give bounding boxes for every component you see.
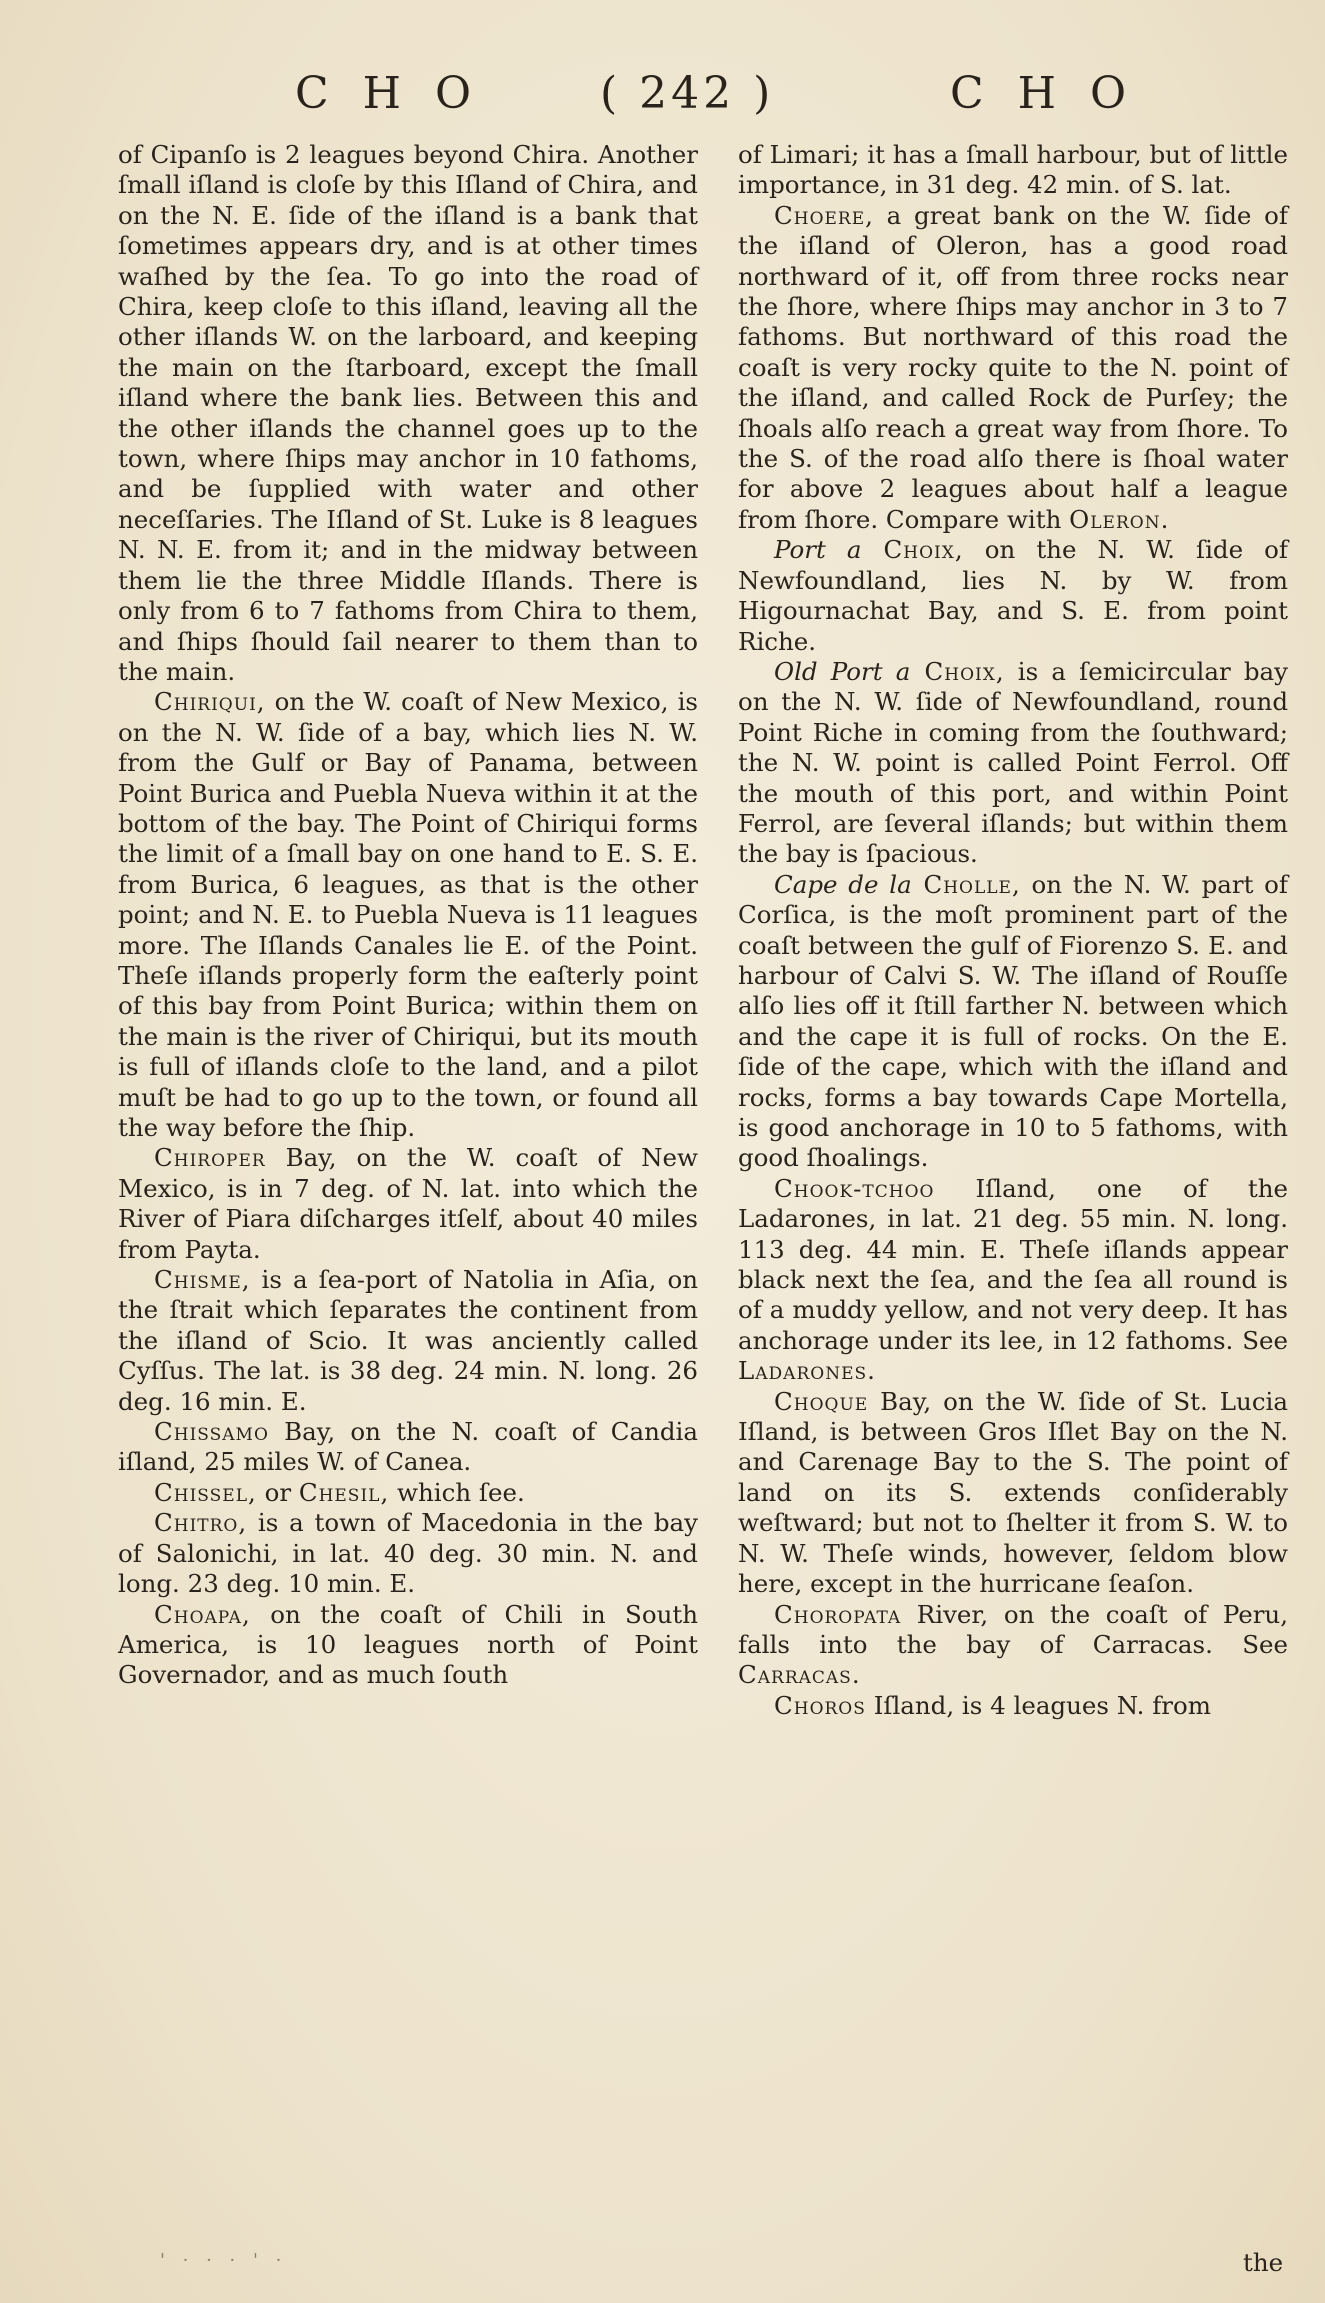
catchword: the (1243, 2248, 1284, 2277)
entry-headword: Choapa, (154, 1599, 251, 1629)
entry-headword: Chissel, (154, 1477, 257, 1507)
entry-headword: Choix, (910, 656, 1005, 686)
entry-headword: Cholle, (911, 869, 1021, 899)
header-left-title: C H O (295, 68, 482, 119)
cross-reference: Carracas. (738, 1660, 861, 1690)
right-column (738, 140, 1288, 1721)
entry-choros: Choros Iſland, is 4 leagues N. from (774, 1690, 1211, 1720)
entry-chitro: Chitro, is a town of Macedonia in the bay of Salonichi, in lat. 40 deg. 30 min. N. and long. 23 deg. 10 min. E. (118, 1508, 698, 1599)
entry-headword: Choix, (861, 535, 964, 565)
entry-choapa-continued: of Limari; it has a ſmall harbour, but of little importance, in 31 deg. 42 min. of S. lat. (738, 140, 1288, 200)
entry-chira-continued: of Cipanſo is 2 leagues beyond Chira. Another ſmall iſland is cloſe by this Iſland of Chira, and on the N. E. ſide of the iſland is a bank that ſometimes appears dry, and is at other times waſhed by the ſea. To go into the road of Chira, keep cloſe to this iſland, leaving all the other iſlands W. on the larboard, and keeping the main on the ſtarboard, except the ſmall iſland where the bank lies. Between this and the other iſlands the channel goes up to the town, where ſhips may anchor in 10 fathoms, and be ſupplied with water and other neceſſaries. The Iſland of St. Luke is 8 leagues N. N. E. from it; and in the midway between them lie the three Middle Iſlands. There is only from 6 to 7 fathoms from Chira to them, and ſhips ſhould ſail nearer to them than to the main. (118, 140, 698, 686)
entry-chissamo: Chissamo Bay, on the N. coaſt of Candia iſland, 25 miles W. of Canea. (118, 1417, 698, 1477)
entry-old-port-a-choix: Old Port a Choix, is a ſemicircular bay on the N. W. ſide of Newfoundland, round Point Riche in coming from the ſouthward; the N. W. point is called Point Ferrol. Off the mouth of this port, and within Point Ferrol, are ſeveral iſlands; but within them the bay is ſpacious. (738, 656, 1288, 869)
entry-port-a-choix: Port a Choix, on the N. W. ſide of Newfoundland, lies N. by W. from Higournachat Bay, and S. E. from point Riche. (738, 535, 1288, 656)
entry-headword-alt: Chesil, (298, 1477, 390, 1507)
entry-headword: Chitro, (154, 1508, 248, 1538)
header-right-title: C H O (950, 68, 1137, 119)
entry-headword: Choque (774, 1386, 869, 1416)
entry-headword: Choere, (774, 200, 874, 230)
running-header (120, 58, 1240, 128)
entry-chisme: Chisme, is a ſea-port of Natolia in Aſia, on the ſtrait which ſeparates the continent from the iſland of Scio. It was anciently called Cyſſus. The lat. is 38 deg. 24 min. N. long. 26 deg. 16 min. E. (118, 1265, 698, 1416)
entry-chiriqui: Chiriqui, on the W. coaſt of New Mexico, is on the N. W. ſide of a bay, which lies N. W. from the Gulf or Bay of Panama, between Point Burica and Puebla Nueva within it at the bottom of the bay. The Point of Chiriqui forms the limit of a ſmall bay on one hand to E. S. E. from Burica, 6 leagues, as that is the other point; and N. E. to Puebla Nueva is 11 leagues more. The Iſlands Canales lie E. of the Point. Theſe iſlands properly form the eaſterly point of this bay from Point Burica; within them on the main is the river of Chiriqui, but its mouth is full of iſlands cloſe to the land, and a pilot muſt be had to go up to the town, or found all the way before the ſhip. (118, 687, 698, 1142)
cross-reference: Ladarones. (738, 1356, 876, 1386)
entry-chiroper: Chiroper Bay, on the W. coaſt of New Mexico, is in 7 deg. of N. lat. into which the River of Piara diſcharges itſelf, about 40 miles from Payta. (118, 1143, 698, 1264)
entry-choropata: Choropata River, on the coaſt of Peru, falls into the bay of Carracas. See Carracas. (738, 1599, 1288, 1690)
page-number: ( 242 ) (600, 68, 775, 119)
entry-headword: Chissamo (154, 1417, 269, 1447)
entry-cape-de-la-cholle: Cape de la Cholle, on the N. W. part of Corſica, is the moſt prominent part of the coaſt between the gulf of Fiorenzo S. E. and harbour of Calvi S. W. The iſland of Rouſſe alſo lies off it ſtill farther N. between which and the cape it is full of rocks. On the E. ſide of the cape, which with the iſland and rocks, forms a bay towards Cape Mortella, is good anchorage in 10 to 5 fathoms, with good ſhoalings. (738, 869, 1288, 1173)
entry-choque: Choque Bay, on the W. ſide of St. Lucia Iſland, is between Gros Iſlet Bay on the N. and Carenage Bay to the S. The point of land on its S. extends conſiderably weſtward; but not to ſhelter it from S. W. to N. W. Theſe winds, however, ſeldom blow here, except in the hurricane ſeaſon. (738, 1386, 1288, 1599)
entry-headword: Choropata (774, 1599, 902, 1629)
left-column (118, 140, 698, 1691)
entry-chissel: Chissel, or Chesil, which ſee. (154, 1477, 525, 1507)
entry-headword: Chiroper (154, 1143, 266, 1173)
entry-choere: Choere, a great bank on the W. ſide of the iſland of Oleron, has a good road northward of it, off from three rocks near the ſhore, where ſhips may anchor in 3 to 7 fathoms. But northward of this road the coaſt is very rocky quite to the N. point of the iſland, and called Rock de Purſey; the ſhoals alſo reach a great way from ſhore. To the S. of the road alſo there is ſhoal water for above 2 leagues about half a league from ſhore. Compare with Oleron. (738, 200, 1288, 534)
entry-headword: Choros (774, 1690, 866, 1720)
entry-headword: Chiriqui, (154, 687, 266, 717)
entry-chook-tchoo: Chook-tchoo Iſland, one of the Ladarones, in lat. 21 deg. 55 min. N. long. 113 deg. 44 min. E. Theſe iſlands appear black next the ſea, and the ſea all round is of a muddy yellow, and not very deep. It has anchorage under its lee, in 12 fathoms. See Ladarones. (738, 1173, 1288, 1386)
entry-headword: Chook-tchoo (774, 1173, 935, 1203)
cross-reference: Oleron. (1069, 504, 1170, 534)
print-specks: ' · · · ' · (160, 2250, 288, 2271)
entry-choapa: Choapa, on the coaſt of Chili in South America, is 10 leagues north of Point Governador, and as much ſouth (118, 1599, 698, 1690)
entry-headword: Chisme, (154, 1265, 251, 1295)
